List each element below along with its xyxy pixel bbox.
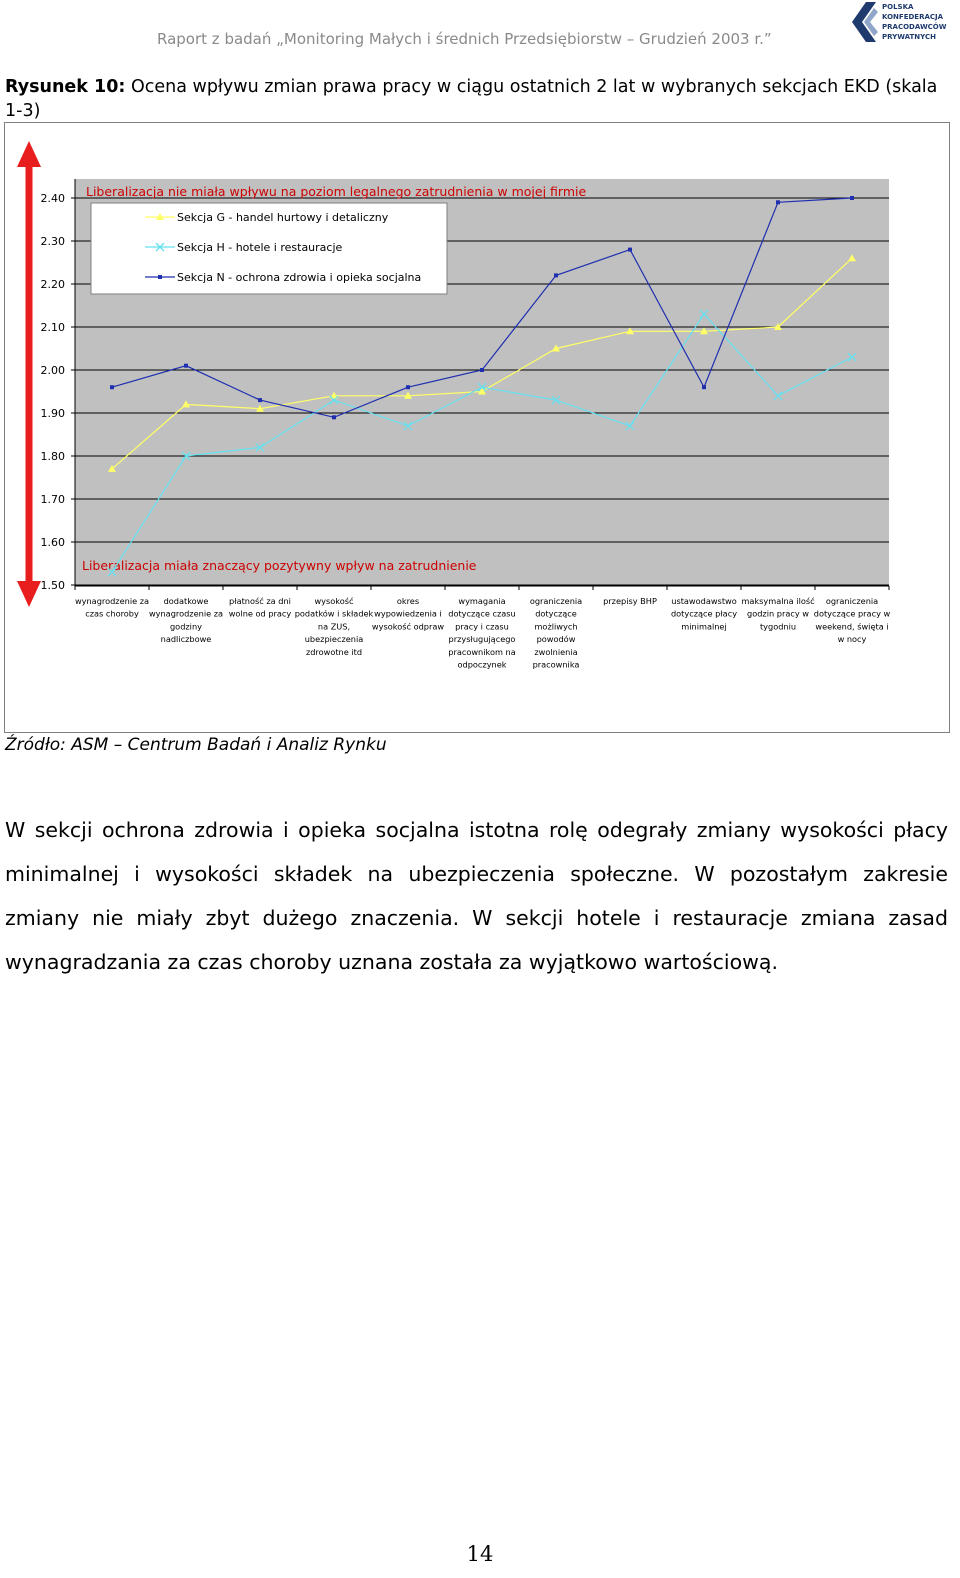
- x-category-label: dodatkowe: [163, 596, 209, 606]
- series-point: [776, 200, 780, 204]
- x-category-label: maksymalna ilość: [741, 596, 815, 606]
- legend-label: Sekcja H - hotele i restauracje: [177, 241, 343, 254]
- x-category-label: dotyczące: [535, 608, 577, 619]
- series-point: [702, 385, 706, 389]
- y-tick-label: 1.80: [40, 450, 65, 463]
- legend-label: Sekcja N - ochrona zdrowia i opieka socjalna: [177, 271, 422, 284]
- x-category-label: odpoczynek: [457, 659, 507, 670]
- series-point: [406, 385, 410, 389]
- report-header: Raport z badań „Monitoring Małych i średnich Przedsiębiorstw – Grudzień 2003 r.”: [157, 30, 772, 48]
- x-category-label: wypowiedzenia i: [374, 608, 442, 619]
- series-point: [480, 368, 484, 372]
- annotation-bottom: Liberalizacja miała znaczący pozytywny wpływ na zatrudnienie: [82, 558, 477, 573]
- x-category-label: nadliczbowe: [160, 634, 212, 645]
- y-tick-label: 2.10: [40, 321, 65, 334]
- logo-chevron-icon: [850, 2, 880, 42]
- y-tick-label: 2.00: [40, 364, 65, 377]
- series-point: [184, 364, 188, 368]
- x-category-label: wolne od pracy: [228, 608, 292, 619]
- x-category-label: ograniczenia: [825, 596, 879, 606]
- legend-marker: [158, 275, 162, 279]
- x-category-label: weekend, święta i: [815, 621, 889, 632]
- x-category-label: czas choroby: [85, 608, 139, 619]
- x-category-label: tygodniu: [759, 621, 797, 632]
- x-category-label: możliwych: [534, 621, 578, 632]
- y-tick-label: 1.50: [40, 579, 65, 592]
- x-category-label: godzin pracy w: [747, 608, 809, 619]
- line-chart: [5, 123, 949, 732]
- x-category-label: pracy i czasu: [455, 621, 509, 632]
- x-category-label: pracownika: [532, 659, 580, 670]
- page-number: 14: [466, 1542, 494, 1566]
- series-point: [628, 248, 632, 252]
- y-tick-label: 2.40: [40, 192, 65, 205]
- series-point: [258, 398, 262, 402]
- series-point: [850, 196, 854, 200]
- x-category-label: zdrowotne itd: [305, 646, 363, 657]
- pkpp-logo: [850, 2, 950, 46]
- y-tick-label: 2.30: [40, 235, 65, 248]
- chart-frame: [4, 122, 950, 733]
- x-category-label: wysokość: [314, 596, 354, 606]
- logo-text: POLSKA KONFEDERACJA PRACODAWCÓW PRYWATNYCH: [882, 3, 947, 41]
- y-tick-label: 1.90: [40, 407, 65, 420]
- series-point: [110, 385, 114, 389]
- figure-label: Rysunek 10:: [5, 77, 126, 97]
- x-category-label: zwolnienia: [534, 646, 578, 657]
- x-category-label: podatków i składek: [294, 608, 374, 619]
- x-category-label: minimalnej: [681, 621, 727, 632]
- x-category-label: godziny: [169, 621, 203, 632]
- y-tick-label: 1.70: [40, 493, 65, 506]
- x-category-label: płatność za dni: [229, 596, 291, 606]
- figure-title: [5, 75, 950, 123]
- x-category-label: ustawodawstwo: [671, 596, 737, 606]
- legend-label: Sekcja G - handel hurtowy i detaliczny: [177, 211, 389, 224]
- x-category-label: wymagania: [458, 596, 506, 606]
- x-category-label: przepisy BHP: [603, 596, 657, 606]
- series-point: [554, 273, 558, 277]
- y-tick-label: 2.20: [40, 278, 65, 291]
- x-category-label: na ZUS,: [317, 621, 351, 632]
- x-category-label: okres: [396, 596, 420, 606]
- x-category-label: pracownikom na: [448, 646, 516, 657]
- x-category-label: wynagrodzenie za: [74, 596, 150, 606]
- series-point: [332, 415, 336, 419]
- x-category-label: dotyczące czasu: [448, 608, 516, 619]
- arrow-head-up: [17, 141, 41, 167]
- x-category-label: dotyczące pracy w: [813, 608, 891, 619]
- x-category-label: dotyczące płacy: [670, 608, 738, 619]
- y-tick-label: 1.60: [40, 536, 65, 549]
- figure-caption: Ocena wpływu zmian prawa pracy w ciągu ostatnich 2 lat w wybranych sekcjach EKD (skala 1-3): [5, 77, 938, 121]
- x-category-label: ubezpieczenia: [304, 634, 364, 645]
- x-category-label: przysługującego: [448, 634, 516, 645]
- x-category-label: wysokość odpraw: [371, 621, 445, 632]
- x-category-label: powodów: [536, 634, 576, 645]
- x-category-label: ograniczenia: [529, 596, 583, 606]
- body-paragraph: W sekcji ochrona zdrowia i opieka socjalna istotna rolę odegrały zmiany wysokości płacy minimalnej i wysokości składek na ubezpieczenia społeczne. W pozostałym zakresie zmiany nie miały zbyt dużego znaczenia. W sekcji hotele i restauracje zmiana zasad wynagradzania za czas choroby uznana została za wyjątkowo wartościową.: [5, 818, 948, 974]
- x-category-label: w nocy: [837, 634, 867, 645]
- arrow-head-down: [17, 581, 41, 607]
- figure-source: Źródło: ASM – Centrum Badań i Analiz Rynku: [5, 735, 387, 755]
- annotation-top: Liberalizacja nie miała wpływu na poziom legalnego zatrudnienia w mojej firmie: [86, 184, 587, 199]
- x-category-label: wynagrodzenie za: [148, 608, 224, 619]
